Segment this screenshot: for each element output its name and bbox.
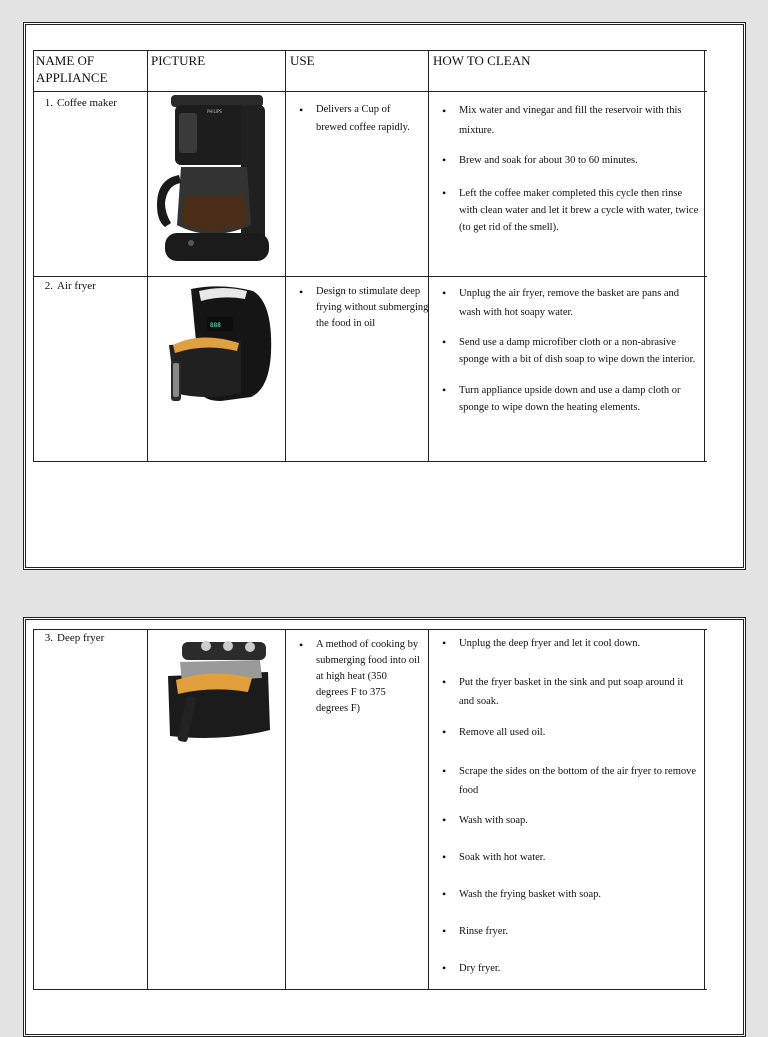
row-name-cell — [36, 96, 146, 111]
column-divider — [428, 629, 429, 990]
table-border-left — [33, 50, 34, 462]
clean-step: • Wash with soap. — [433, 813, 701, 828]
use-cell — [290, 284, 430, 332]
table-border-right — [704, 629, 705, 990]
use-text: • Delivers a Cup of brewed coffee rapidly. — [290, 101, 420, 137]
header-clean: HOW TO CLEAN — [433, 53, 531, 68]
table-border-top — [33, 50, 707, 51]
clean-step: • Rinse fryer. — [433, 924, 701, 939]
table-border-top — [33, 629, 707, 630]
header-divider — [33, 91, 707, 92]
header-picture: PICTURE — [151, 53, 206, 68]
row-divider — [33, 276, 707, 277]
appliance-name: Air fryer — [57, 280, 96, 292]
deep-fryer-icon — [162, 638, 274, 752]
svg-text:888: 888 — [210, 322, 221, 329]
clean-step: • Soak with hot water. — [433, 850, 701, 865]
clean-step: • Wash the frying basket with soap. — [433, 887, 701, 902]
appliance-name: Deep fryer — [57, 632, 105, 644]
clean-step: • Turn appliance upside down and use a damp cloth or sponge to wipe down the heating elements. — [433, 382, 701, 416]
clean-step: • Mix water and vinegar and fill the reservoir with this mixture. — [433, 101, 701, 141]
column-divider — [285, 629, 286, 990]
column-divider — [428, 50, 429, 462]
document-page-1 — [23, 22, 746, 570]
clean-step: • Scrape the sides on the bottom of the air fryer to remove food — [433, 762, 701, 800]
clean-cell — [433, 284, 701, 416]
clean-step: • Left the coffee maker completed this cycle then rinse with clean water and let it brew a cycle with water, twice (to get rid of the smell). — [433, 185, 701, 236]
header-use: USE — [290, 53, 315, 68]
column-divider — [147, 629, 148, 990]
air-fryer-icon — [161, 283, 273, 407]
clean-step: • Unplug the deep fryer and let it cool down. — [433, 636, 701, 651]
table-border-left — [33, 629, 34, 990]
use-text: • A method of cooking by submerging food into oil at high heat (350 degrees F to 375 degrees F) — [290, 637, 420, 717]
clean-step: • Remove all used oil. — [433, 725, 701, 740]
row-number: 2. — [44, 280, 53, 292]
row-name-cell — [36, 631, 146, 646]
row-name-cell — [36, 279, 146, 294]
use-text: • Design to stimulate deep frying without submerging the food in oil — [290, 284, 430, 332]
appliance-name: Coffee maker — [57, 97, 117, 109]
header-name: NAME OF APPLIANCE — [36, 53, 108, 85]
coffee-maker-icon — [151, 93, 271, 265]
column-divider — [285, 50, 286, 462]
table-border-right — [704, 50, 705, 462]
row-number: 1. — [44, 97, 53, 109]
row-number: 3. — [44, 632, 53, 644]
table-border-bottom — [33, 989, 707, 990]
clean-step: • Unplug the air fryer, remove the basket are pans and wash with hot soapy water. — [433, 284, 701, 322]
clean-cell — [433, 636, 701, 976]
column-divider — [147, 50, 148, 462]
clean-step: • Brew and soak for about 30 to 60 minutes. — [433, 153, 701, 168]
use-cell — [290, 637, 420, 717]
document-page-2 — [23, 617, 746, 1037]
clean-step: • Put the fryer basket in the sink and put soap around it and soak. — [433, 673, 701, 711]
clean-step: • Dry fryer. — [433, 961, 701, 976]
brand-label: PHILIPS — [207, 109, 222, 114]
clean-cell — [433, 101, 701, 236]
use-cell — [290, 101, 420, 137]
table-border-bottom — [33, 461, 707, 462]
clean-step: • Send use a damp microfiber cloth or a non-abrasive sponge with a bit of dish soap to wipe down the interior. — [433, 334, 701, 368]
